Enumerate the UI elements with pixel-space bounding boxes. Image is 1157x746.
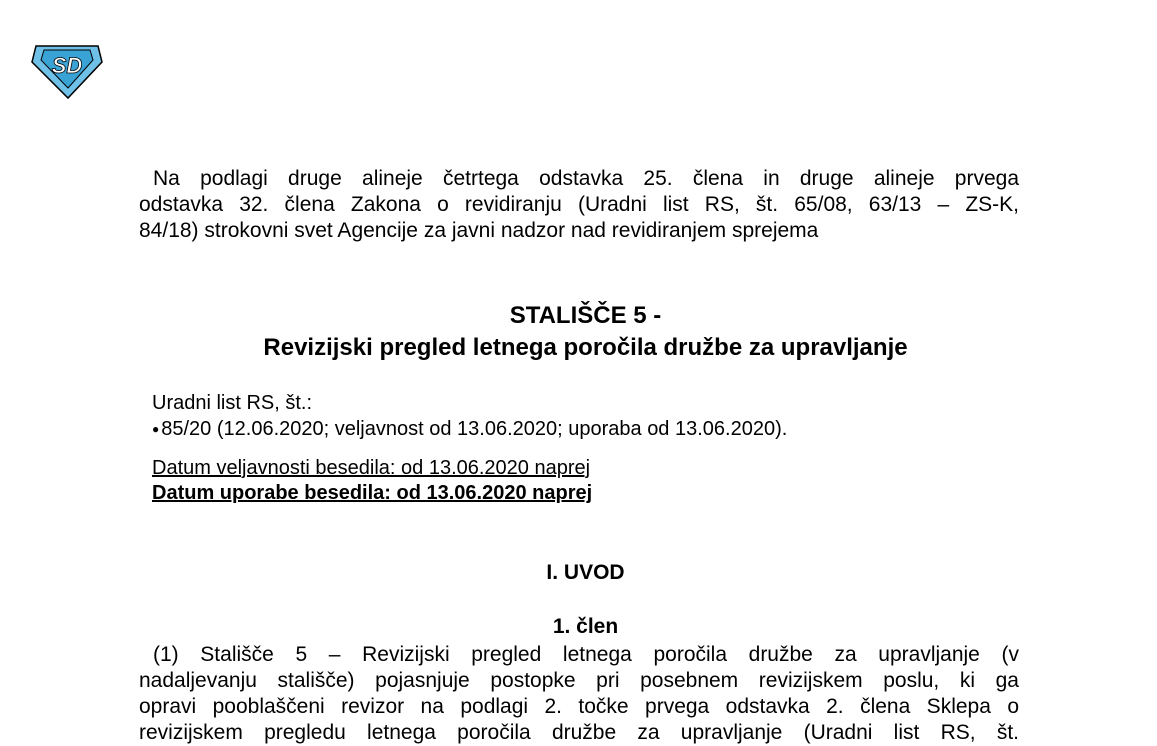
validity-dates: [152, 456, 592, 506]
intro-line: 84/18) strokovni svet Agencije za javni nadzor nad revidiranjem sprejema: [139, 219, 819, 242]
gazette-entry: [152, 416, 787, 442]
intro-paragraph: [139, 166, 1019, 244]
title-line-1: STALIŠČE 5 -: [509, 302, 662, 329]
intro-line: odstavka 32. člena Zakona o revidiranju (Uradni list RS, št. 65/08, 63/13 – ZS-K,: [139, 193, 1019, 216]
gazette-entry-text: 85/20 (12.06.2020; veljavnost od 13.06.2020; uporaba od 13.06.2020).: [161, 418, 788, 440]
article-paragraph: [139, 642, 1019, 746]
section-heading: I. UVOD: [546, 561, 625, 584]
valid-from-text: Datum veljavnosti besedila: od 13.06.2020 naprej: [152, 457, 591, 479]
article-line: revizijskem pregledu letnega poročila družbe za upravljanje (Uradni list RS, št.: [139, 721, 1019, 744]
svg-text:SD: SD: [51, 53, 83, 78]
agency-logo-icon: [30, 40, 104, 100]
article-line: nadaljevanju stališče) pojasnjuje postopke pri posebnem revizijskem poslu, ki ga: [139, 669, 1019, 692]
document-title: [139, 300, 1032, 364]
article-line: opravi pooblaščeni revizor na podlagi 2. točke prvega odstavka 2. člena Sklepa o: [139, 695, 1019, 718]
bullet-icon: ●: [152, 422, 160, 436]
article-heading: 1. člen: [552, 615, 619, 638]
title-line-2: Revizijski pregled letnega poročila družbe za upravljanje: [263, 334, 908, 361]
article-line: (1) Stališče 5 – Revizijski pregled letnega poročila družbe za upravljanje (v: [153, 643, 1019, 666]
gazette-reference: [152, 390, 787, 442]
applied-from-text: Datum uporabe besedila: od 13.06.2020 naprej: [152, 482, 593, 504]
gazette-label: Uradni list RS, št.:: [152, 392, 313, 414]
intro-line: Na podlagi druge alineje četrtega odstavka 25. člena in druge alineje prvega: [153, 167, 1019, 190]
